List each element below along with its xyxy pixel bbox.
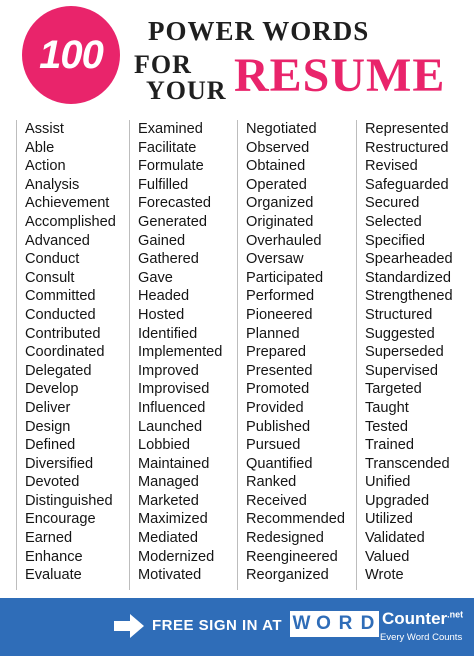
power-word: Implemented — [138, 344, 223, 361]
power-word: Consult — [25, 269, 75, 286]
title-line-2: FOR — [134, 50, 192, 79]
power-word: Marketed — [138, 492, 199, 509]
title-line-1: POWER WORDS — [148, 16, 370, 46]
power-word: Published — [246, 418, 311, 435]
logo-letter-r: R — [334, 611, 357, 637]
power-word: Originated — [246, 213, 314, 230]
power-word: Prepared — [246, 344, 307, 361]
power-word: Valued — [365, 548, 410, 565]
number-badge — [22, 6, 120, 104]
power-word: Tested — [365, 418, 408, 435]
power-word: Pursued — [246, 437, 301, 454]
power-word: Lobbied — [138, 437, 190, 454]
power-word: Presented — [246, 362, 313, 379]
power-word: Maintained — [138, 455, 210, 472]
power-word: Suggested — [365, 325, 435, 342]
power-word: Examined — [138, 121, 203, 137]
power-word: Conduct — [25, 251, 80, 268]
title-highlight: RESUME — [234, 49, 446, 102]
power-word: Targeted — [365, 381, 422, 398]
power-word: Diversified — [25, 455, 94, 472]
badge-number: 100 — [39, 32, 103, 77]
logo-suffix: .net — [447, 609, 464, 620]
power-word: Devoted — [25, 474, 80, 491]
power-word: Supervised — [365, 362, 439, 379]
power-word: Wrote — [365, 567, 404, 584]
power-word: Ranked — [246, 474, 297, 491]
power-word: Modernized — [138, 548, 215, 565]
power-word: Develop — [25, 381, 79, 398]
power-word: Participated — [246, 269, 324, 286]
power-word: Organized — [246, 195, 314, 212]
power-word: Fulfilled — [138, 176, 189, 193]
power-word: Redesigned — [246, 530, 324, 547]
power-word: Deliver — [25, 399, 71, 416]
logo-tagline: Every Word Counts — [380, 632, 463, 643]
power-word: Recommended — [246, 511, 345, 528]
power-word: Mediated — [138, 530, 199, 547]
power-word: Formulate — [138, 158, 204, 175]
power-word: Provided — [246, 399, 304, 416]
logo-word[interactable] — [382, 609, 463, 629]
power-word: Oversaw — [246, 251, 304, 268]
power-word: Negotiated — [246, 121, 317, 137]
power-word: Performed — [246, 288, 315, 305]
power-word: Spearheaded — [365, 251, 453, 268]
power-word: Evaluate — [25, 567, 82, 584]
power-word: Enhance — [25, 548, 83, 565]
power-word: Improvised — [138, 381, 210, 398]
power-word: Action — [25, 158, 66, 175]
logo-letter-o: O — [312, 611, 335, 637]
power-word: Operated — [246, 176, 307, 193]
power-word: Validated — [365, 530, 425, 547]
power-word: Contributed — [25, 325, 101, 342]
cta-text[interactable]: FREE SIGN IN AT — [152, 617, 283, 634]
power-word: Promoted — [246, 381, 310, 398]
word-column-4 — [356, 120, 453, 590]
power-word: Coordinated — [25, 344, 105, 361]
power-word: Upgraded — [365, 492, 430, 509]
power-word: Launched — [138, 418, 203, 435]
logo-letter-w: W — [290, 611, 313, 637]
power-word: Delegated — [25, 362, 92, 379]
power-word: Quantified — [246, 455, 313, 472]
power-word: Design — [25, 418, 71, 435]
power-word: Analysis — [25, 176, 80, 193]
power-word: Transcended — [365, 455, 450, 472]
word-column-2 — [129, 120, 222, 590]
power-word: Trained — [365, 437, 414, 454]
power-word: Revised — [365, 158, 418, 175]
power-word: Gathered — [138, 251, 199, 268]
power-word: Obtained — [246, 158, 306, 175]
power-word: Motivated — [138, 567, 202, 584]
arrow-right-icon — [112, 612, 146, 640]
power-word: Maximized — [138, 511, 208, 528]
logo-counter: Counter — [382, 609, 448, 628]
power-word: Specified — [365, 232, 426, 249]
power-word: Facilitate — [138, 139, 197, 156]
power-word: Improved — [138, 362, 199, 379]
power-word: Earned — [25, 530, 73, 547]
power-word: Defined — [25, 437, 76, 454]
power-word: Committed — [25, 288, 96, 305]
power-word: Overhauled — [246, 232, 322, 249]
power-word: Strengthened — [365, 288, 453, 305]
logo-letter-d: D — [356, 611, 379, 637]
power-word: Safeguarded — [365, 176, 449, 193]
power-word: Distinguished — [25, 492, 113, 509]
power-word: Reorganized — [246, 567, 329, 584]
power-word: Assist — [25, 121, 64, 137]
power-word: Received — [246, 492, 307, 509]
power-word: Taught — [365, 399, 409, 416]
power-word: Unified — [365, 474, 411, 491]
power-word: Generated — [138, 213, 207, 230]
power-word: Achievement — [25, 195, 110, 212]
title-line-3: YOUR — [146, 76, 227, 105]
power-word: Hosted — [138, 306, 185, 323]
power-word: Utilized — [365, 511, 413, 528]
power-word: Structured — [365, 306, 433, 323]
power-word: Selected — [365, 213, 422, 230]
power-word: Planned — [246, 325, 300, 342]
power-word: Reengineered — [246, 548, 338, 565]
power-word: Forecasted — [138, 195, 212, 212]
power-word: Observed — [246, 139, 310, 156]
power-word: Conducted — [25, 306, 96, 323]
footer-banner[interactable] — [0, 598, 474, 656]
power-word: Encourage — [25, 511, 96, 528]
power-word: Superseded — [365, 344, 444, 361]
power-word: Able — [25, 139, 55, 156]
power-word: Headed — [138, 288, 190, 305]
power-word: Gave — [138, 269, 173, 286]
power-word: Identified — [138, 325, 198, 342]
power-word: Accomplished — [25, 213, 116, 230]
power-word: Influenced — [138, 399, 206, 416]
power-word: Restructured — [365, 139, 449, 156]
word-column-1 — [16, 120, 116, 590]
power-word: Gained — [138, 232, 186, 249]
word-column-3 — [237, 120, 345, 590]
power-word: Represented — [365, 121, 449, 137]
power-word: Managed — [138, 474, 199, 491]
power-word: Secured — [365, 195, 420, 212]
power-word: Pioneered — [246, 306, 313, 323]
power-word: Standardized — [365, 269, 452, 286]
power-word: Advanced — [25, 232, 90, 249]
poster-header — [0, 0, 474, 112]
